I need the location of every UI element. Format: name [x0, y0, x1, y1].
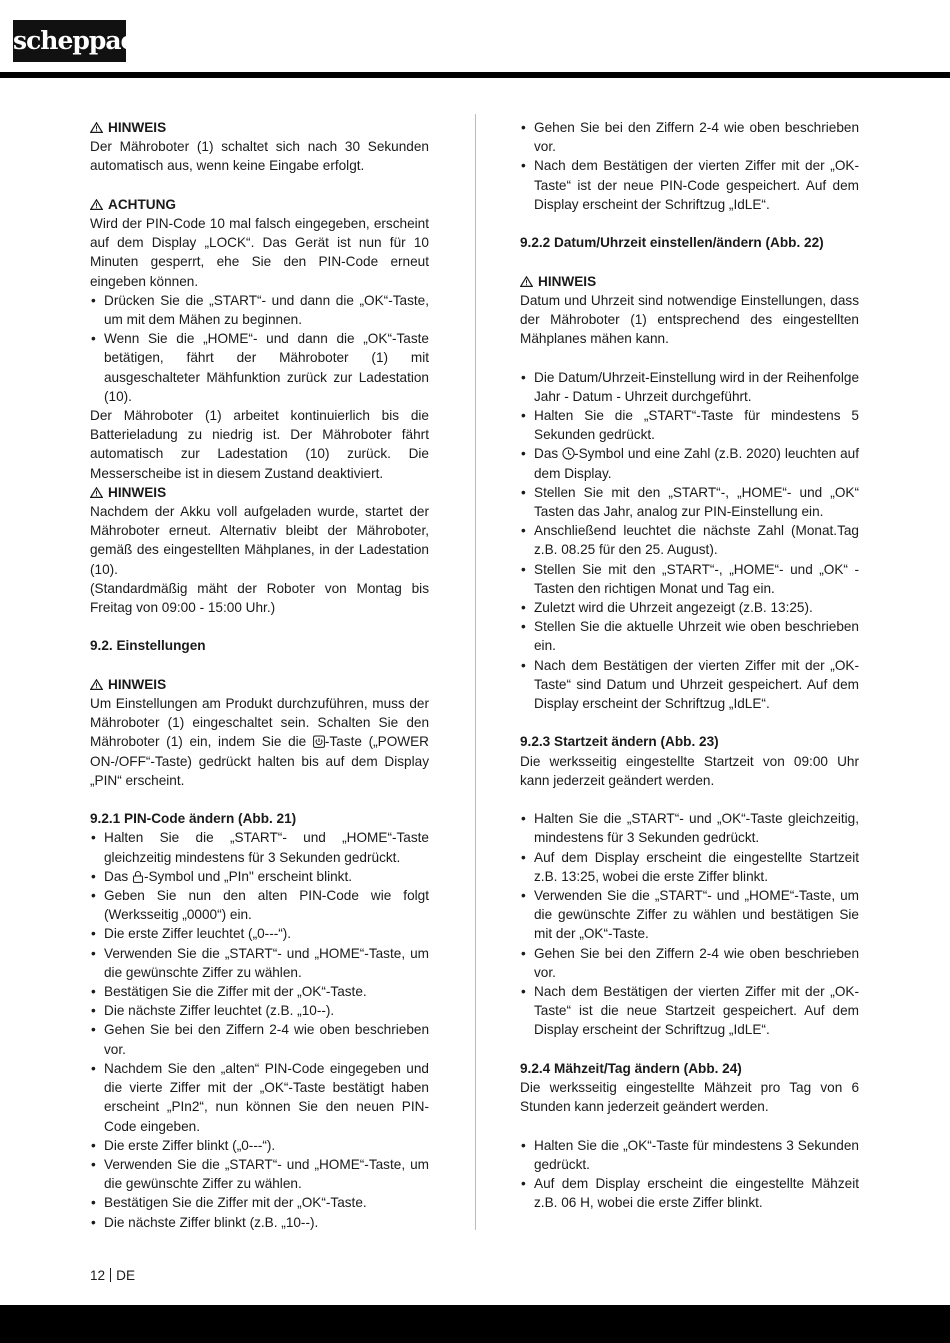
page-number: 12	[90, 1268, 106, 1283]
list-item: • Geben Sie nun den alten PIN-Code wie folgt (Werksseitig „0000“) ein.	[90, 886, 429, 924]
list-item: • Die nächste Ziffer blinkt (z.B. „10--).	[90, 1213, 429, 1232]
list-item: • Gehen Sie bei den Ziffern 2-4 wie oben beschrieben vor.	[520, 118, 859, 156]
list-item: • Das -Symbol und eine Zahl (z.B. 2020) leuchten auf dem Display.	[520, 444, 859, 482]
bullet-list	[90, 828, 429, 1231]
clock-icon	[562, 447, 574, 460]
bullet-list	[520, 368, 859, 714]
left-column	[90, 118, 429, 1232]
list-item: • Die nächste Ziffer leuchtet (z.B. „10--).	[90, 1001, 429, 1020]
warning-icon	[90, 199, 103, 210]
hinweis-heading: HINWEIS	[520, 272, 859, 291]
list-item: • Zuletzt wird die Uhrzeit angezeigt (z.B. 13:25).	[520, 598, 859, 617]
column-divider	[475, 114, 476, 1230]
header-rule	[0, 72, 950, 78]
list-item: • Gehen Sie bei den Ziffern 2-4 wie oben beschrieben vor.	[90, 1020, 429, 1058]
hinweis-text: Um Einstellungen am Produkt durchzuführen, muss der Mähroboter (1) eingeschaltet sein. Schalten Sie den Mähroboter (1) ein, indem Sie die -Taste („POWER ON-/OFF“-Taste) gedrückt halten bis auf dem Display „PIN“ erscheint.	[90, 696, 429, 788]
hinweis-heading: HINWEIS	[90, 483, 429, 502]
list-item: • Die Datum/Uhrzeit-Einstellung wird in der Reihenfolge Jahr - Datum - Uhrzeit durchgeführt.	[520, 368, 859, 406]
footer-bar	[0, 1305, 950, 1343]
list-item: • Halten Sie die „START“- und „HOME“-Taste gleichzeitig mindestens für 3 Sekunden gedrückt.	[90, 828, 429, 866]
list-item: • Anschließend leuchtet die nächste Zahl (Monat.Tag z.B. 08.25 für den 25. August).	[520, 521, 859, 559]
hinweis-note: (Standardmäßig mäht der Roboter von Montag bis Freitag von 09:00 - 15:00 Uhr.)	[90, 580, 429, 616]
list-item: • Halten Sie die „START“-Taste für mindestens 5 Sekunden gedrückt.	[520, 406, 859, 444]
list-item: • Auf dem Display erscheint die eingestellte Mähzeit z.B. 06 H, wobei die erste Ziffer blinkt.	[520, 1174, 859, 1212]
list-item: • Auf dem Display erscheint die eingestellte Startzeit z.B. 13:25, wobei die erste Ziffer blinkt.	[520, 848, 859, 886]
hinweis-heading: HINWEIS	[90, 118, 429, 137]
warning-icon	[90, 487, 103, 498]
language-code: DE	[116, 1268, 136, 1283]
section-title: 9.2. Einstellungen	[90, 638, 206, 654]
list-item: • Bestätigen Sie die Ziffer mit der „OK“-Taste.	[90, 982, 429, 1001]
achtung-text: Wird der PIN-Code 10 mal falsch eingegeben, erscheint auf dem Display „LOCK“. Das Gerät ist nun für 10 Minuten gesperrt, ehe Sie den PIN-Code erneut eingeben können.	[90, 216, 429, 289]
subsection-title: 9.2.2 Datum/Uhrzeit einstellen/ändern (Abb. 22)	[520, 235, 824, 251]
list-item: • Verwenden Sie die „START“- und „HOME“-Taste, um die gewünschte Ziffer zu wählen und bestätigen Sie mit der „OK“-Taste.	[520, 886, 859, 944]
subsection-title: 9.2.3 Startzeit ändern (Abb. 23)	[520, 734, 719, 750]
list-item: • Verwenden Sie die „START“- und „HOME“-Taste, um die gewünschte Ziffer zu wählen.	[90, 1155, 429, 1193]
hinweis-text: Nachdem der Akku voll aufgeladen wurde, startet der Mähroboter erneut. Alternativ bleibt der Mähroboter, gemäß des eingestellten Mähplanes, in der Ladestation (10).	[90, 504, 429, 577]
hinweis-text: Der Mähroboter (1) schaltet sich nach 30 Sekunden automatisch aus, wenn keine Eingabe erfolgt.	[90, 139, 429, 174]
list-item: • Nachdem Sie den „alten“ PIN-Code eingegeben und die vierte Ziffer mit der „OK“-Taste bestätigt haben erscheint „PIn2“, nun können Sie den neuen PIN-Code eingeben.	[90, 1059, 429, 1136]
paragraph: Die werksseitig eingestellte Startzeit von 09:00 Uhr kann jederzeit geändert werden.	[520, 753, 859, 788]
bullet-list	[520, 118, 859, 214]
list-item: • Die erste Ziffer leuchtet („0---“).	[90, 924, 429, 943]
list-item: • Wenn Sie die „HOME“- und dann die „OK“-Taste betätigen, fährt der Mähroboter (1) mit ausgeschalteter Mähfunktion zurück zur Ladestation (10).	[90, 329, 429, 406]
list-item: • Die erste Ziffer blinkt („0---“).	[90, 1136, 429, 1155]
list-item: • Gehen Sie bei den Ziffern 2-4 wie oben beschrieben vor.	[520, 944, 859, 982]
power-icon	[313, 735, 325, 748]
lock-icon	[132, 870, 144, 883]
list-item: • Bestätigen Sie die Ziffer mit der „OK“-Taste.	[90, 1193, 429, 1212]
brand-logo: scheppach	[13, 20, 126, 62]
footer-separator	[110, 1268, 111, 1282]
list-item: • Stellen Sie mit den „START“-, „HOME“- und „OK“ - Tasten den richtigen Monat und Tag ein.	[520, 560, 859, 598]
list-item: • Das -Symbol und „PIn" erscheint blinkt.	[90, 867, 429, 886]
warning-icon	[90, 679, 103, 690]
hinweis-heading: HINWEIS	[90, 675, 429, 694]
bullet-list	[520, 1136, 859, 1213]
achtung-heading: ACHTUNG	[90, 195, 429, 214]
bullet-list	[520, 809, 859, 1039]
list-item: • Stellen Sie mit den „START“-, „HOME“- und „OK“ Tasten das Jahr, analog zur PIN-Einstellung ein.	[520, 483, 859, 521]
list-item: • Drücken Sie die „START“- und dann die „OK“-Taste, um mit dem Mähen zu beginnen.	[90, 291, 429, 329]
list-item: • Nach dem Bestätigen der vierten Ziffer mit der „OK-Taste“ ist die neue Startzeit gespeichert. Auf dem Display erscheint der Schriftzug „IdLE“.	[520, 982, 859, 1040]
list-item: • Verwenden Sie die „START“- und „HOME“-Taste, um die gewünschte Ziffer zu wählen.	[90, 944, 429, 982]
warning-icon	[90, 122, 103, 133]
page-footer	[90, 1266, 135, 1285]
list-item: • Halten Sie die „OK“-Taste für mindestens 3 Sekunden gedrückt.	[520, 1136, 859, 1174]
subsection-title: 9.2.4 Mähzeit/Tag ändern (Abb. 24)	[520, 1060, 742, 1076]
warning-icon	[520, 276, 533, 287]
paragraph: Der Mähroboter (1) arbeitet kontinuierlich bis die Batterieladung zu niedrig ist. Der Mähroboter fährt automatisch zur Ladestation (10) zurück. Die Messerscheibe ist in diesem Zustand deaktiviert.	[90, 408, 429, 481]
list-item: • Nach dem Bestätigen der vierten Ziffer mit der „OK-Taste“ sind Datum und Uhrzeit gespeichert. Auf dem Display erscheint der Schriftzug „IdLE“.	[520, 656, 859, 714]
list-item: • Nach dem Bestätigen der vierten Ziffer mit der „OK-Taste“ ist der neue PIN-Code gespeichert. Auf dem Display erscheint der Schriftzug „IdLE“.	[520, 156, 859, 214]
subsection-title: 9.2.1 PIN-Code ändern (Abb. 21)	[90, 811, 297, 827]
right-column	[520, 118, 859, 1212]
hinweis-text: Datum und Uhrzeit sind notwendige Einstellungen, dass der Mähroboter (1) entsprechend des eingestellten Mähplanes mähen kann.	[520, 292, 859, 347]
bullet-list	[90, 291, 429, 406]
list-item: • Stellen Sie die aktuelle Uhrzeit wie oben beschrieben ein.	[520, 617, 859, 655]
list-item: • Halten Sie die „START“- und „OK“-Taste gleichzeitig, mindestens für 3 Sekunden gedrückt.	[520, 809, 859, 847]
paragraph: Die werksseitig eingestellte Mähzeit pro Tag von 6 Stunden kann jederzeit geändert werden.	[520, 1080, 859, 1115]
